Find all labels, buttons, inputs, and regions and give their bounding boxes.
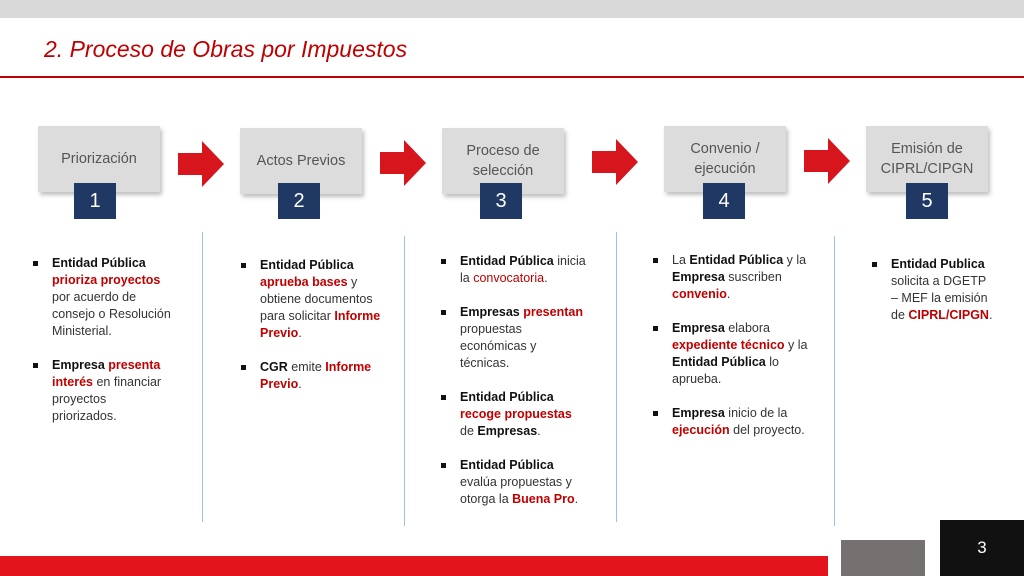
bullet-text-segment: por acuerdo de consejo o Resolución Ministerial.	[52, 290, 171, 338]
bullet-text-segment: .	[537, 424, 541, 438]
bullet-text-segment: .	[574, 492, 579, 506]
column-divider	[834, 236, 835, 526]
bullet-text-segment: Informe Previo	[260, 360, 372, 391]
bullet-text-segment: CGR	[260, 360, 288, 374]
slide-title: 2. Proceso de Obras por Impuestos	[44, 36, 408, 62]
right-arrow-icon	[592, 139, 638, 185]
bullet-text-segment: del proyecto.	[729, 423, 805, 437]
step-label: Convenio / ejecución	[690, 141, 760, 177]
bullet-text-segment: .	[298, 377, 302, 391]
step-1-details	[29, 255, 174, 442]
bullet-item	[29, 357, 174, 425]
bullet-text-segment: .	[726, 287, 731, 301]
bullet-text-segment: .	[988, 308, 993, 322]
bullet-text-segment: elabora	[724, 321, 770, 335]
bullet-text-segment: presenta interés	[52, 358, 161, 389]
step-label: Actos Previos	[256, 153, 346, 169]
bullet-text-segment: presentan	[523, 305, 583, 319]
bullet-list	[29, 255, 174, 425]
bullet-text-segment: .	[298, 326, 302, 340]
step-number-1: 1	[74, 183, 116, 219]
right-arrow-icon	[804, 138, 850, 184]
column-divider	[616, 232, 617, 522]
bullet-text-segment: La	[672, 253, 690, 267]
bullet-text-segment: Empresas	[477, 424, 538, 438]
bullet-item	[237, 359, 382, 393]
bullet-item	[649, 320, 809, 388]
bullet-text-segment: Empresa	[672, 270, 725, 284]
column-divider	[202, 232, 203, 522]
bullet-text-segment: convocatoria	[473, 271, 545, 285]
step-label: Proceso de selección	[466, 143, 540, 179]
bullet-text-segment: Empresa	[672, 321, 725, 335]
bullet-text-segment: emite	[287, 360, 326, 374]
step-3-details	[437, 253, 587, 525]
bullet-list	[237, 257, 382, 393]
bullet-text-segment: Entidad Pública	[460, 390, 554, 404]
bullet-text-segment: prioriza proyectos	[52, 273, 161, 287]
bullet-text-segment: propuestas económicas y técnicas.	[460, 322, 537, 370]
title-rule	[0, 76, 1024, 78]
bullet-text-segment: Empresas	[460, 305, 524, 319]
bullet-text-segment: recoge propuestas	[460, 407, 572, 421]
bullet-text-segment: Entidad Pública	[260, 258, 354, 272]
bullet-text-segment: .	[544, 271, 548, 285]
right-arrow-icon	[380, 140, 426, 186]
bullet-item	[649, 252, 809, 303]
bullet-text-segment: Entidad Pública	[672, 355, 766, 369]
step-2-details	[237, 257, 382, 410]
page-number: 3	[940, 520, 1024, 576]
bullet-text-segment: en financiar proyectos priorizados.	[52, 375, 162, 423]
bullet-text-segment: ejecución	[672, 423, 730, 437]
bullet-list	[437, 253, 587, 508]
bullet-text-segment: de	[460, 424, 478, 438]
bullet-text-segment: Entidad Publica	[891, 257, 985, 271]
bullet-text-segment: Entidad Pública	[460, 458, 554, 472]
step-number-2: 2	[278, 183, 320, 219]
bullet-text-segment: aprueba bases	[260, 275, 348, 289]
bullet-item	[649, 405, 809, 439]
bullet-text-segment: convenio	[672, 287, 727, 301]
bullet-item	[437, 389, 587, 440]
bullet-text-segment: solicita a DGETP – MEF la emisión de	[891, 274, 988, 322]
step-number-4: 4	[703, 183, 745, 219]
bullet-text-segment: Empresa	[52, 358, 109, 372]
bullet-list	[649, 252, 809, 439]
bullet-text-segment: Entidad Pública	[460, 254, 554, 268]
bullet-text-segment: inicio de la	[724, 406, 788, 420]
bullet-item	[437, 457, 587, 508]
step-number-3: 3	[480, 183, 522, 219]
bullet-text-segment: expediente técnico	[672, 338, 785, 352]
bullet-text-segment: Empresa	[672, 406, 725, 420]
bullet-text-segment: evalúa propuestas y otorga la	[460, 475, 572, 506]
bullet-text-segment: lo aprueba.	[672, 355, 779, 386]
bullet-text-segment: Informe Previo	[260, 309, 381, 340]
footer-gray-block	[841, 540, 925, 576]
step-label: Priorización	[61, 151, 137, 167]
step-5-details	[868, 256, 993, 341]
column-divider	[404, 236, 405, 526]
right-arrow-icon	[178, 141, 224, 187]
bullet-text-segment: suscriben	[724, 270, 782, 284]
bullet-text-segment: y obtiene documentos para solicitar	[260, 275, 373, 323]
bullet-text-segment: Entidad Pública	[52, 256, 146, 270]
bullet-text-segment: y la	[784, 338, 808, 352]
step-4-details	[649, 252, 809, 456]
bullet-item	[237, 257, 382, 342]
step-number-5: 5	[906, 183, 948, 219]
bullet-item	[29, 255, 174, 340]
bullet-list	[868, 256, 993, 324]
bullet-text-segment: CIPRL/CIPGN	[908, 308, 989, 322]
bullet-text-segment: Buena Pro	[512, 492, 575, 506]
bullet-item	[437, 253, 587, 287]
bullet-item	[868, 256, 993, 324]
top-bar	[0, 0, 1024, 18]
bullet-text-segment: inicia la	[460, 254, 586, 285]
footer-red-bar	[0, 556, 828, 576]
step-label: Emisión de CIPRL/CIPGN	[880, 141, 974, 177]
bullet-item	[437, 304, 587, 372]
bullet-text-segment: Entidad Pública	[689, 253, 784, 267]
bullet-text-segment: y la	[783, 253, 807, 267]
